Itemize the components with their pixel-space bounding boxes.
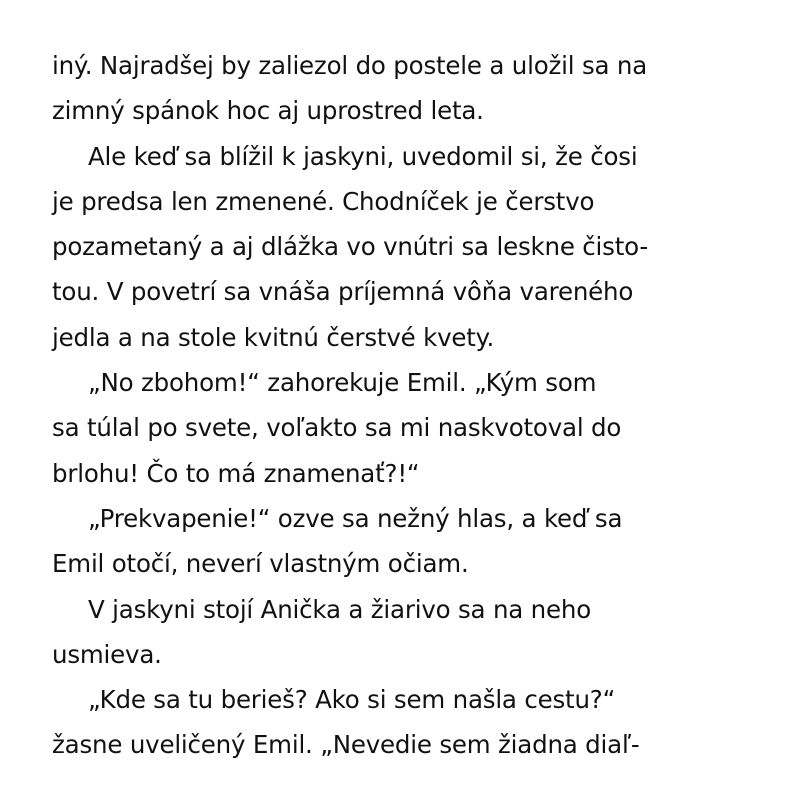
- text-line-5: pozametaný a aj dlážka vo vnútri sa leskne čisto-: [52, 232, 649, 262]
- text-line-9: sa túlal po svete, voľakto sa mi naskvotoval do: [52, 413, 622, 443]
- text-line-10: brlohu! Čo to má znamenať?!“: [52, 458, 420, 488]
- text-line-8: „No zbohom!“ zahorekuje Emil. „Kým som: [88, 368, 597, 398]
- text-line-1: iný. Najradšej by zaliezol do postele a uložil sa na: [52, 51, 648, 80]
- text-line-7: jedla a na stole kvitnú čerstvé kvety.: [52, 322, 495, 352]
- text-line-11: „Prekvapenie!“ ozve sa nežný hlas, a keď sa: [88, 503, 623, 533]
- text-line-14: usmieva.: [52, 639, 162, 669]
- text-line-6: tou. V povetrí sa vnáša príjemná vôňa vareného: [52, 277, 634, 307]
- text-line-12: Emil otočí, neverí vlastným očiam.: [52, 549, 469, 579]
- text-line-16: žasne uveličený Emil. „Nevedie sem žiadna diaľ-: [52, 730, 640, 760]
- text-line-2: zimný spánok hoc aj uprostred leta.: [52, 96, 484, 126]
- text-line-13: V jaskyni stojí Anička a žiarivo sa na neho: [88, 594, 592, 624]
- text-line-15: „Kde sa tu berieš? Ako si sem našla cestu?“: [88, 685, 616, 715]
- text-line-3: Ale keď sa blížil k jaskyni, uvedomil si, že čosi: [88, 141, 638, 171]
- body-text: [52, 43, 772, 768]
- text-line-4: je predsa len zmenené. Chodníček je čerstvo: [52, 186, 595, 216]
